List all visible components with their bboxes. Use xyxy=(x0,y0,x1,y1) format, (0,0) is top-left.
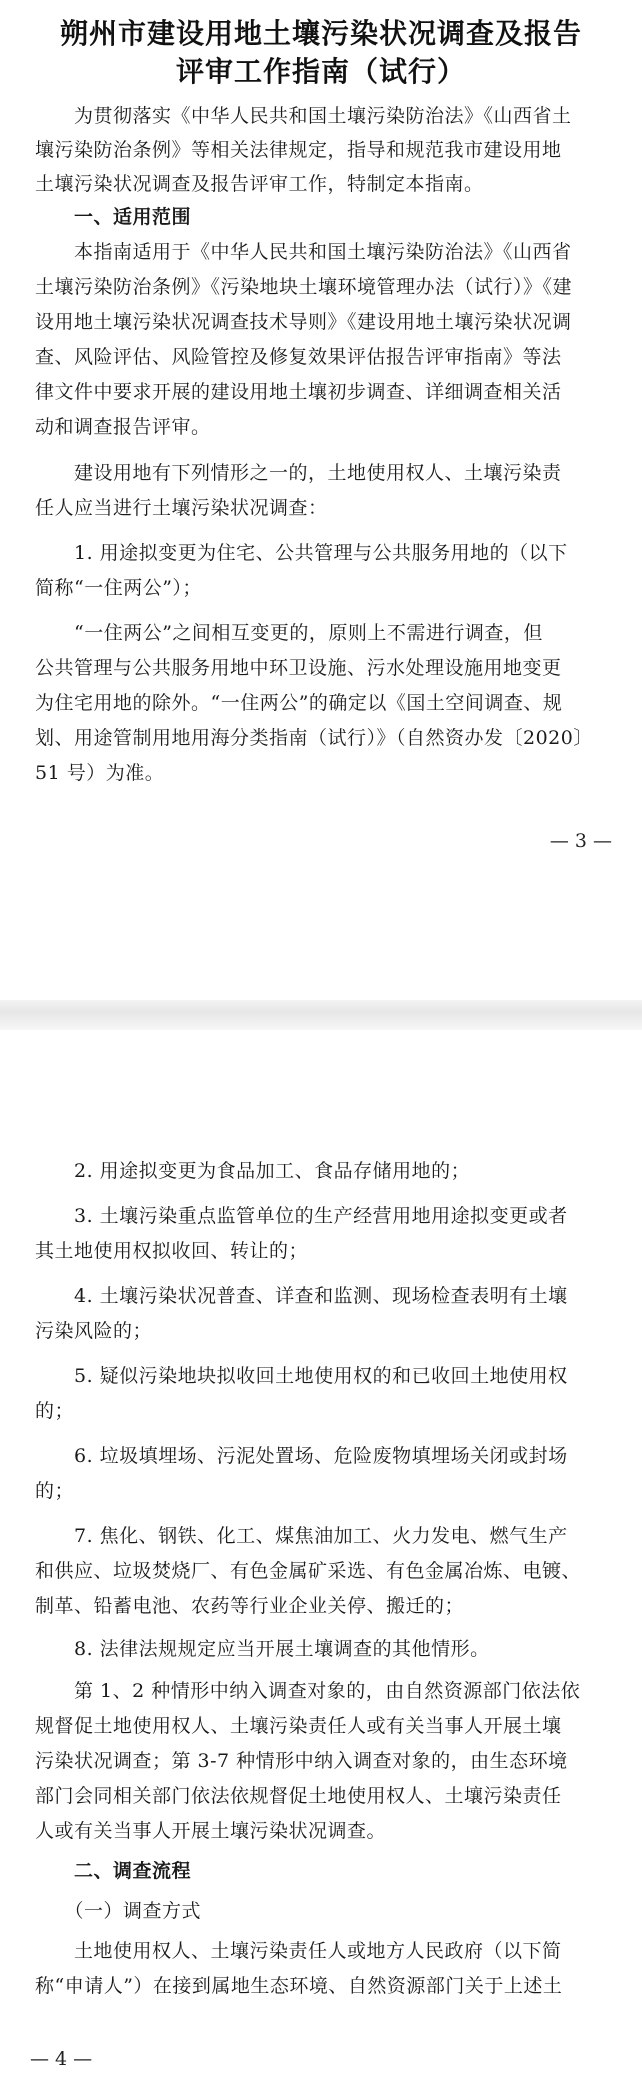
paragraph-line: 称“申请人”）在接到属地生态环境、自然资源部门关于上述土 xyxy=(35,1975,563,1997)
page-separator xyxy=(0,1000,642,1030)
list-item-line: 的； xyxy=(35,1480,75,1502)
list-item-line: 的； xyxy=(35,1400,75,1422)
list-item-line: 简称“一住两公”）； xyxy=(35,577,202,599)
paragraph-line: 第 1、2 种情形中纳入调查对象的，由自然资源部门依法依 xyxy=(35,1680,581,1702)
section-heading-process: 二、调查流程 xyxy=(35,1860,192,1882)
paragraph-line: 壤污染防治条例》等相关法律规定，指导和规范我市建设用地 xyxy=(35,139,562,161)
paragraph-line: 动和调查报告评审。 xyxy=(35,416,211,438)
list-item-line: 制革、铅蓄电池、农药等行业企业关停、搬迁的； xyxy=(35,1595,465,1617)
list-item-line: 6. 垃圾填埋场、污泥处置场、危险废物填埋场关闭或封场 xyxy=(35,1445,568,1467)
paragraph-line: 任人应当进行土壤污染状况调查： xyxy=(35,497,328,519)
page-number-4: — 4 — xyxy=(30,2048,93,2070)
paragraph-line: 设用地土壤污染状况调查技术导则》《建设用地土壤污染状况调 xyxy=(35,311,572,333)
document-title-line-2: 评审工作指南（试行） xyxy=(175,55,466,88)
list-item-line: 4. 土壤污染状况普查、详查和监测、现场检查表明有土壤 xyxy=(35,1285,568,1307)
paragraph-line: 部门会同相关部门依法依规督促土地使用权人、土壤污染责任 xyxy=(35,1785,562,1807)
list-item-line: 7. 焦化、钢铁、化工、煤焦油加工、火力发电、燃气生产 xyxy=(35,1525,568,1547)
list-item-line: 5. 疑似污染地块拟收回土地使用权的和已收回土地使用权 xyxy=(35,1365,568,1387)
list-item-line: 3. 土壤污染重点监管单位的生产经营用地用途拟变更或者 xyxy=(35,1205,568,1227)
paragraph-line: 划、用途管制用地用海分类指南（试行）》（自然资办发〔2020〕 xyxy=(35,727,593,749)
list-item-line: 2. 用途拟变更为食品加工、食品存储用地的； xyxy=(35,1160,471,1182)
paragraph-line: 律文件中要求开展的建设用地土壤初步调查、详细调查相关活 xyxy=(35,381,562,403)
paragraph-line: 本指南适用于《中华人民共和国土壤污染防治法》《山西省 xyxy=(35,241,572,263)
paragraph-line: 建设用地有下列情形之一的，土地使用权人、土壤污染责 xyxy=(35,462,562,484)
section-heading-scope: 一、适用范围 xyxy=(35,206,192,228)
list-item-line: 其土地使用权拟收回、转让的； xyxy=(35,1240,309,1262)
paragraph-line: 为住宅用地的除外。“一住两公”的确定以《国土空间调查、规 xyxy=(35,692,563,714)
paragraph-line: 土壤污染防治条例》《污染地块土壤环境管理办法（试行）》《建 xyxy=(35,276,573,298)
paragraph-line: 土地使用权人、土壤污染责任人或地方人民政府（以下简 xyxy=(35,1940,562,1962)
list-item-line: 8. 法律法规规定应当开展土壤调查的其他情形。 xyxy=(35,1638,490,1660)
paragraph-line: 土壤污染状况调查及报告评审工作，特制定本指南。 xyxy=(35,173,484,195)
paragraph-line: 查、风险评估、风险管控及修复效果评估报告评审指南》等法 xyxy=(35,346,562,368)
paragraph-line: 规督促土地使用权人、土壤污染责任人或有关当事人开展土壤 xyxy=(35,1715,562,1737)
document-page-4 xyxy=(0,1030,642,2082)
list-item-line: 1. 用途拟变更为住宅、公共管理与公共服务用地的（以下 xyxy=(35,542,568,564)
paragraph-line: 人或有关当事人开展土壤污染状况调查。 xyxy=(35,1820,387,1842)
list-item-line: 和供应、垃圾焚烧厂、有色金属矿采选、有色金属冶炼、电镀、 xyxy=(35,1560,582,1582)
page-number-3: — 3 — xyxy=(549,830,612,852)
document-title-line-1: 朔州市建设用地土壤污染状况调查及报告 xyxy=(59,17,582,50)
paragraph-line: 51 号）为准。 xyxy=(35,762,165,784)
paragraph-line: “一住两公”之间相互变更的，原则上不需进行调查，但 xyxy=(35,622,543,644)
paragraph-line: 公共管理与公共服务用地中环卫设施、污水处理设施用地变更 xyxy=(35,657,562,679)
paragraph-line: 污染状况调查；第 3-7 种情形中纳入调查对象的，由生态环境 xyxy=(35,1750,568,1772)
subsection-heading-method: （一）调查方式 xyxy=(35,1900,202,1922)
document-page-3 xyxy=(0,0,642,1000)
list-item-line: 污染风险的； xyxy=(35,1320,153,1342)
paragraph-line: 为贯彻落实《中华人民共和国土壤污染防治法》《山西省土 xyxy=(35,105,572,127)
